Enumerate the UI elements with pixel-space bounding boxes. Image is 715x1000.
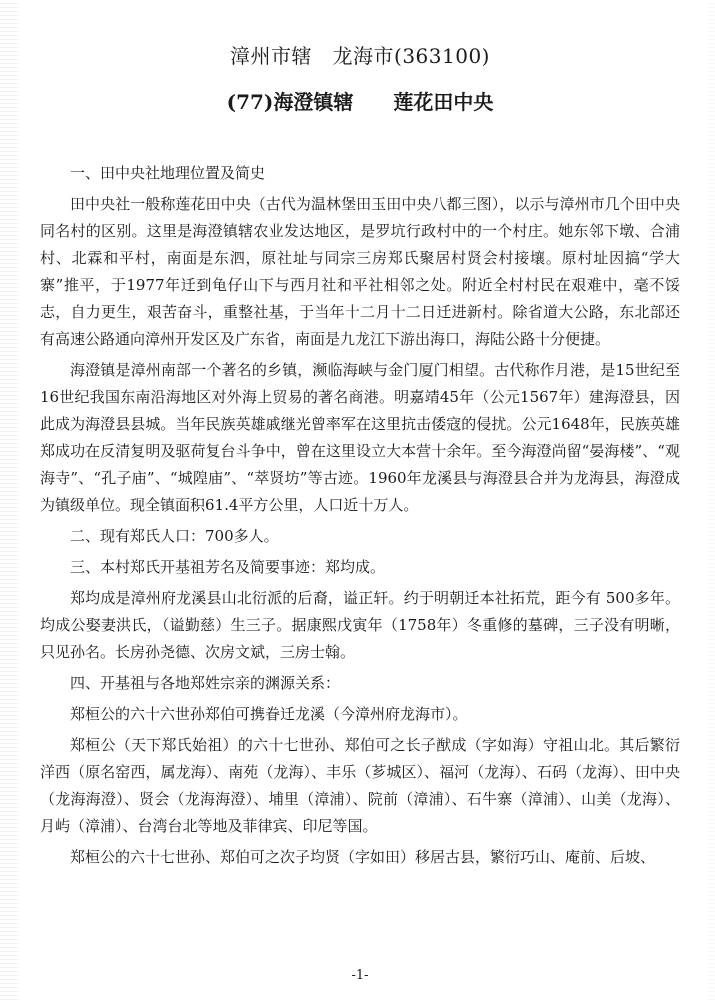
section-heading: 一、田中央社地理位置及简史 (70, 164, 266, 182)
section-heading: 三、本村郑氏开基祖芳名及简要事迹：郑均成。 (70, 558, 386, 576)
body-paragraph: 田中央社一般称莲花田中央（古代为温林堡田玉田中央八都三图），以示与漳州市几个田中央同名村的区别。这里是海澄镇辖农业发达地区，是罗坑行政村中的一个村庄。她东邻下墩、合浦村、北霖和平村，南面是东泗，原社址与同宗三房郑氏聚居村贤会村接壤。原村址因搞“学大寨”推平，于1977年迁到龟仔山下与西月社和平社相邻之处。附近全村村民在艰难中，毫不馁志，自力更生，艰苦奋斗，重整社基，于当年十二月十二日迁进新村。除省道大公路，东北部还有高速公路通向漳州开发区及广东省，南面是九龙江下游出海口，海陆公路十分便捷。 (40, 195, 680, 348)
document-body (40, 160, 680, 875)
document-header: 漳州市辖 龙海市(363100) (230, 44, 490, 68)
body-paragraph: 郑桓公的六十七世孙、郑伯可之次子均贤（字如田）移居古县，繁衍巧山、庵前、后坡、 (70, 848, 656, 866)
page-number: -1- (351, 968, 369, 983)
scan-edge-right (709, 0, 715, 1000)
body-paragraph: 郑桓公的六十六世孙郑伯可携眷迁龙溪（今漳州府龙海市）。 (70, 705, 468, 723)
scan-edge-left (0, 0, 18, 1000)
document-page (40, 0, 680, 1000)
document-subheader: (77)海澄镇辖 莲花田中央 (226, 90, 494, 114)
body-paragraph: 郑桓公（天下郑氏始祖）的六十七世孙、郑伯可之长子猷成（字如海）守祖山北。其后繁衍洋西（原名窑西，属龙海）、南苑（龙海）、丰乐（芗城区）、福河（龙海）、石码（龙海）、田中央（龙海海澄）、贤会（龙海海澄）、埔里（漳浦）、院前（漳浦）、石牛寨（漳浦）、山美（龙海）、月屿（漳浦）、台湾台北等地及菲律宾、印尼等国。 (40, 736, 680, 835)
section-heading: 二、现有郑氏人口：700多人。 (70, 527, 279, 545)
body-paragraph: 郑均成是漳州府龙溪县山北衍派的后裔，谥正轩。约于明朝迁本社拓荒，距今有 500多年。均成公娶妻洪氏，（谥勤慈）生三子。据康熙戊寅年（1758年）冬重修的墓碑，三子没有明晰，只见孙名。长房孙尧德、次房文斌，三房士翰。 (40, 589, 680, 661)
section-heading: 四、开基祖与各地郑姓宗亲的渊源关系： (70, 674, 341, 692)
body-paragraph: 海澄镇是漳州南部一个著名的乡镇，濒临海峡与金门厦门相望。古代称作月港，是15世纪至16世纪我国东南沿海地区对外海上贸易的著名商港。明嘉靖45年（公元1567年）建海澄县，因此成为海澄县县城。当年民族英雄戚继光曾率军在这里抗击倭寇的侵扰。公元1648年，民族英雄郑成功在反清复明及驱荷复台斗争中，曾在这里设立大本营十余年。至今海澄尚留“晏海楼”、“观海寺”、“孔子庙”、“城隍庙”、“萃贤坊”等古迹。1960年龙溪县与海澄县合并为龙海县，海澄成为镇级单位。现全镇面积61.4平方公里，人口近十万人。 (40, 361, 680, 514)
